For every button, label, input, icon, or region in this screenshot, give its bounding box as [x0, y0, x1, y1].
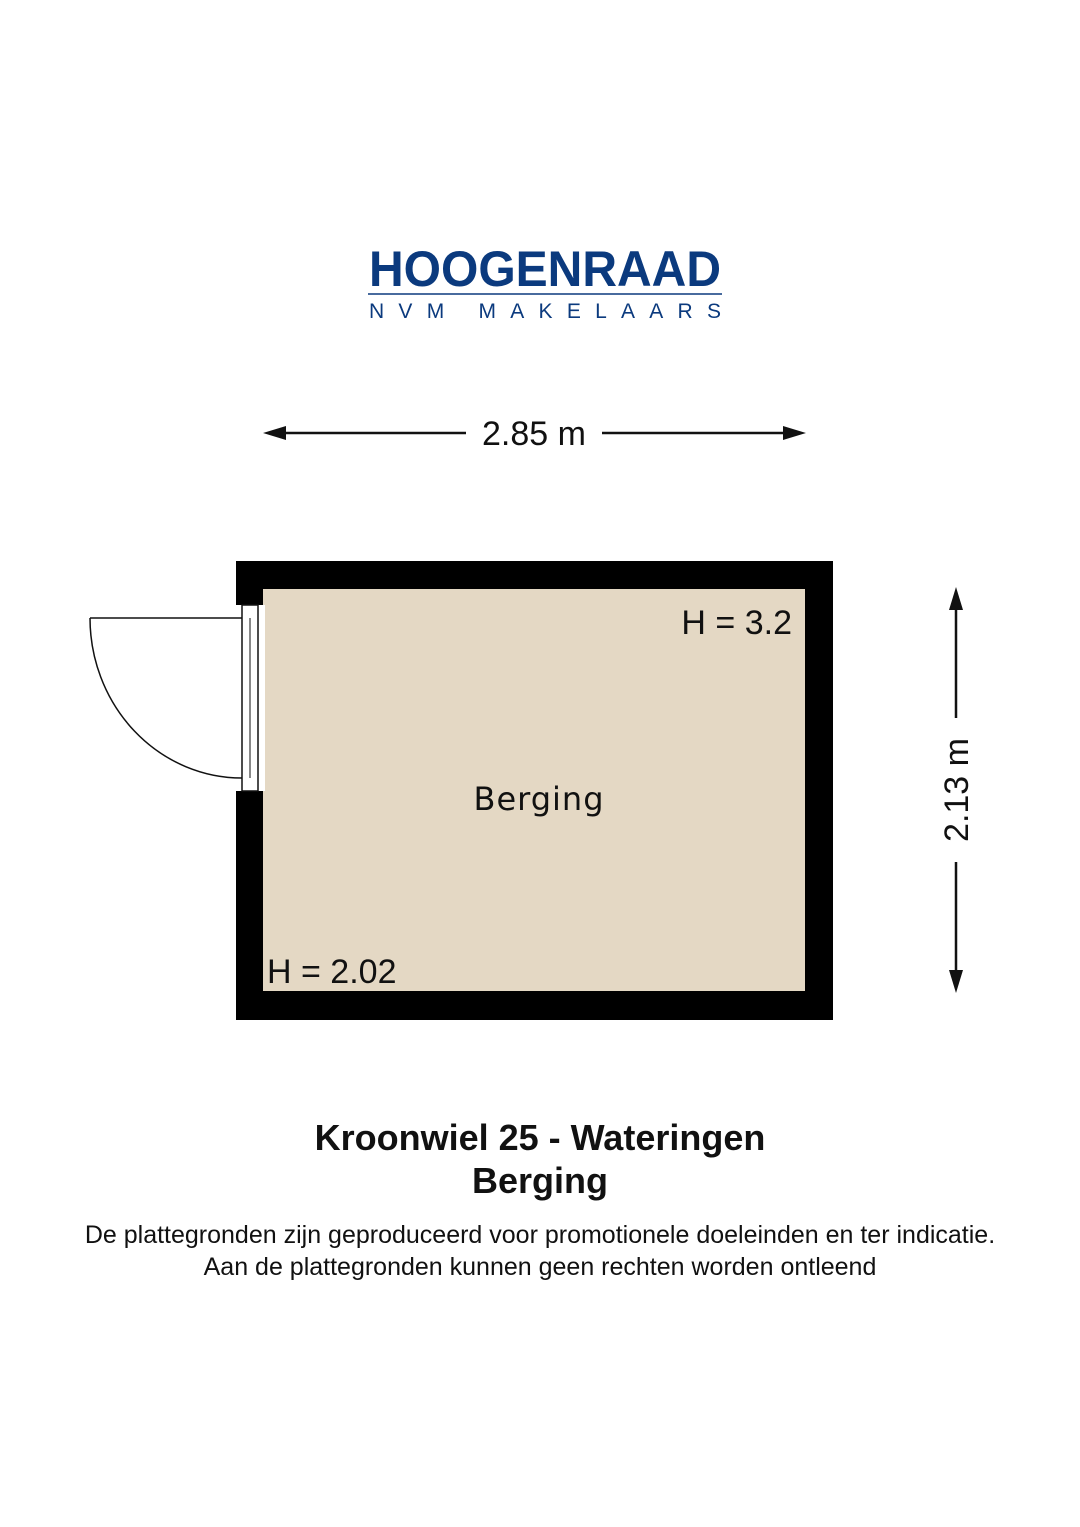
disclaimer-line-2: Aan de plattegronden kunnen geen rechten worden ontleend: [203, 1253, 877, 1281]
arrow-up-icon: [949, 587, 963, 610]
brand-tagline: NVM MAKELAARS: [369, 300, 721, 323]
arrow-left-icon: [263, 426, 286, 440]
brand-name: HOOGENRAAD: [369, 241, 721, 297]
address-title: Kroonwiel 25 - Wateringen: [314, 1117, 766, 1158]
door: [90, 605, 265, 791]
depth-dimension: [938, 587, 976, 993]
door-swing-arc: [90, 618, 242, 778]
height-high-label: H = 3.2: [681, 604, 792, 642]
depth-label: 2.13 m: [938, 738, 976, 842]
width-label: 2.85 m: [482, 415, 586, 453]
room-title: Berging: [471, 1160, 608, 1201]
floor-plan: [0, 400, 1080, 1060]
arrow-right-icon: [783, 426, 806, 440]
height-low-label: H = 2.02: [267, 953, 397, 991]
room-name-label: Berging: [473, 780, 605, 818]
disclaimer-line-1: De plattegronden zijn geproduceerd voor promotionele doeleinden en ter indicatie.: [84, 1221, 996, 1249]
arrow-down-icon: [949, 970, 963, 993]
width-dimension: [263, 415, 806, 453]
brand-logo: [360, 238, 730, 328]
